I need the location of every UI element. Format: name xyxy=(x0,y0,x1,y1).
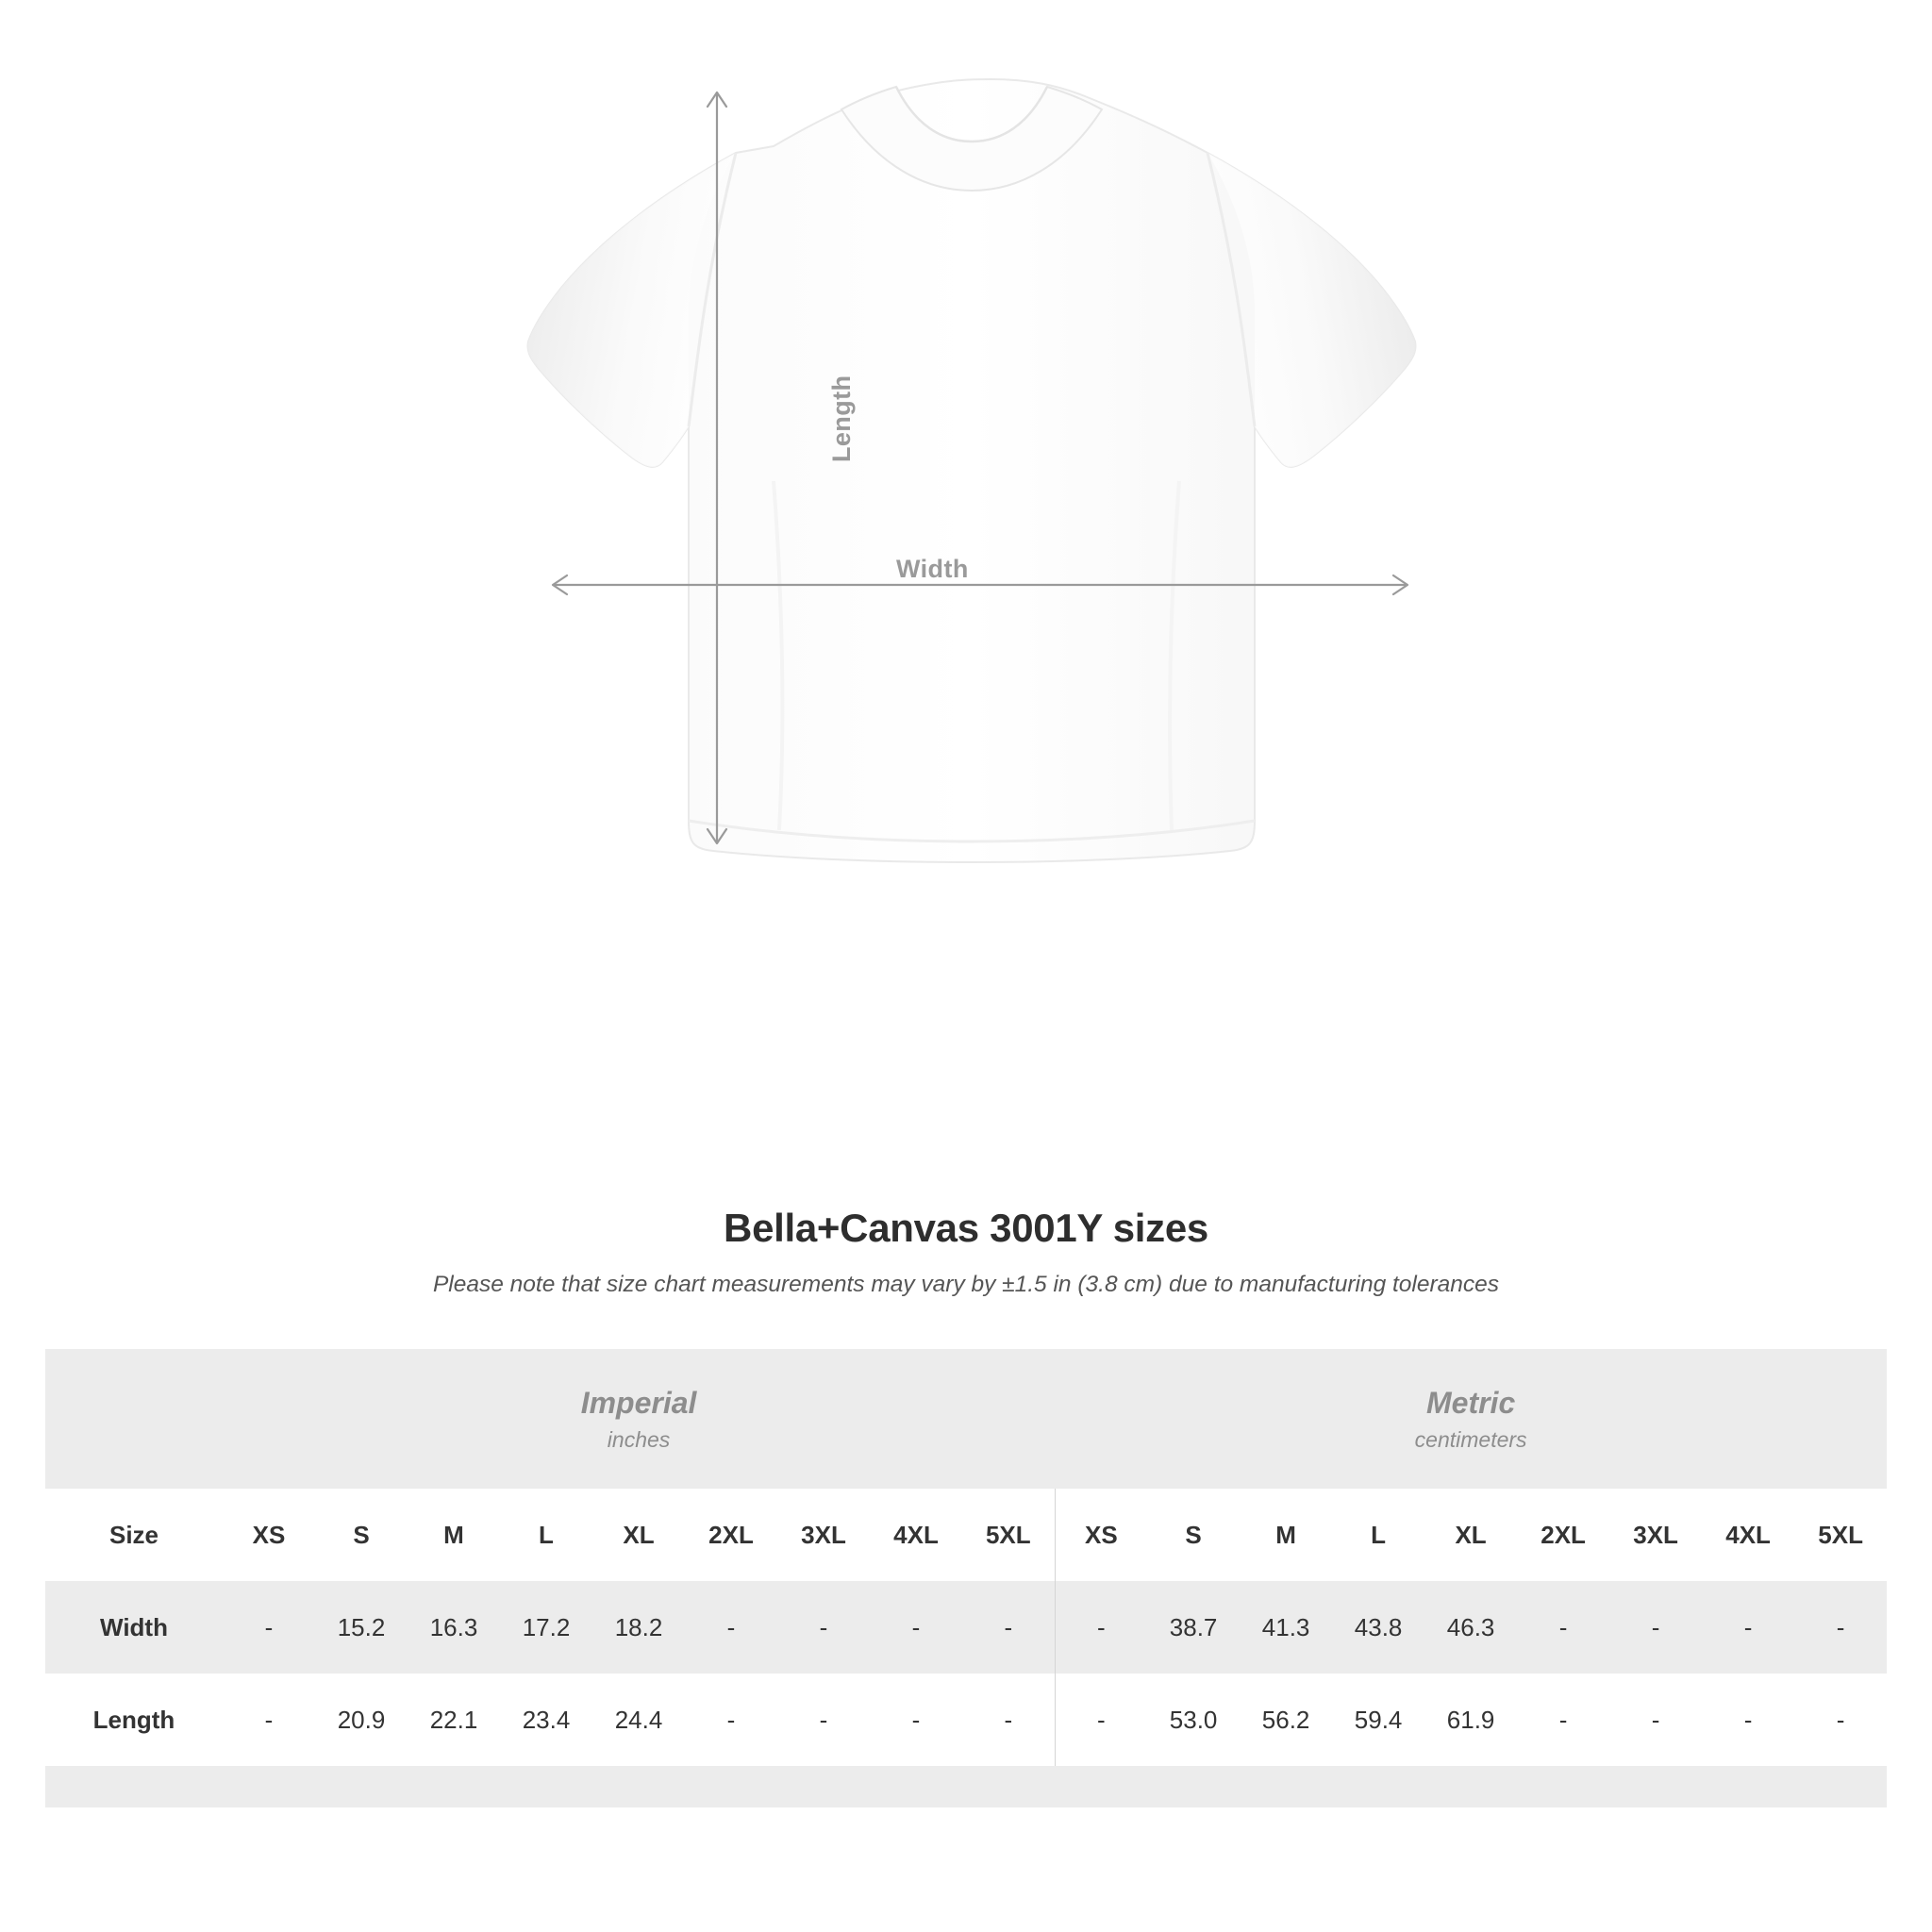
unit-header-row xyxy=(45,1349,1887,1489)
size-header-imperial-xl: XL xyxy=(592,1489,685,1581)
size-header-metric-l: L xyxy=(1332,1489,1424,1581)
length-metric-l: 59.4 xyxy=(1332,1674,1424,1766)
size-header-metric-xs: XS xyxy=(1055,1489,1147,1581)
width-imperial-xs: - xyxy=(223,1581,315,1674)
length-metric-5xl: - xyxy=(1794,1674,1887,1766)
unit-group-imperial-title: Imperial xyxy=(580,1386,697,1421)
size-header-imperial-5xl: 5XL xyxy=(962,1489,1055,1581)
width-metric-xs: - xyxy=(1055,1581,1147,1674)
width-dimension-label: Width xyxy=(896,555,969,583)
width-metric-3xl: - xyxy=(1609,1581,1702,1674)
size-header-imperial-xs: XS xyxy=(223,1489,315,1581)
size-header-imperial-m: M xyxy=(408,1489,500,1581)
width-metric-s: 38.7 xyxy=(1147,1581,1240,1674)
width-imperial-xl: 18.2 xyxy=(592,1581,685,1674)
size-header-imperial-4xl: 4XL xyxy=(870,1489,962,1581)
width-metric-5xl: - xyxy=(1794,1581,1887,1674)
width-metric-4xl: - xyxy=(1702,1581,1794,1674)
size-header-metric-4xl: 4XL xyxy=(1702,1489,1794,1581)
length-metric-s: 53.0 xyxy=(1147,1674,1240,1766)
size-header-imperial-3xl: 3XL xyxy=(777,1489,870,1581)
length-metric-xl: 61.9 xyxy=(1424,1674,1517,1766)
width-imperial-s: 15.2 xyxy=(315,1581,408,1674)
size-header-label: Size xyxy=(45,1489,223,1581)
length-imperial-s: 20.9 xyxy=(315,1674,408,1766)
tolerance-note: Please note that size chart measurements may vary by ±1.5 in (3.8 cm) due to manufacturing tolerances xyxy=(432,1272,1500,1297)
unit-group-metric-title: Metric xyxy=(1425,1386,1516,1421)
size-header-imperial-l: L xyxy=(500,1489,592,1581)
table-footer-cell xyxy=(45,1766,1887,1807)
width-imperial-5xl: - xyxy=(962,1581,1055,1674)
width-imperial-m: 16.3 xyxy=(408,1581,500,1674)
title-block xyxy=(0,1206,1932,1298)
length-metric-xs: - xyxy=(1055,1674,1147,1766)
width-imperial-3xl: - xyxy=(777,1581,870,1674)
width-imperial-2xl: - xyxy=(685,1581,777,1674)
width-imperial-l: 17.2 xyxy=(500,1581,592,1674)
size-header-row xyxy=(45,1489,1887,1581)
length-metric-3xl: - xyxy=(1609,1674,1702,1766)
width-metric-xl: 46.3 xyxy=(1424,1581,1517,1674)
width-metric-2xl: - xyxy=(1517,1581,1609,1674)
table-row xyxy=(45,1581,1887,1674)
length-imperial-l: 23.4 xyxy=(500,1674,592,1766)
length-imperial-xl: 24.4 xyxy=(592,1674,685,1766)
unit-group-imperial xyxy=(223,1349,1055,1489)
width-metric-m: 41.3 xyxy=(1240,1581,1332,1674)
row-label-width: Width xyxy=(45,1581,223,1674)
size-header-metric-m: M xyxy=(1240,1489,1332,1581)
width-metric-l: 43.8 xyxy=(1332,1581,1424,1674)
length-imperial-5xl: - xyxy=(962,1674,1055,1766)
tshirt-svg xyxy=(462,75,1481,1113)
length-metric-2xl: - xyxy=(1517,1674,1609,1766)
length-imperial-3xl: - xyxy=(777,1674,870,1766)
size-header-metric-5xl: 5XL xyxy=(1794,1489,1887,1581)
length-imperial-4xl: - xyxy=(870,1674,962,1766)
length-metric-m: 56.2 xyxy=(1240,1674,1332,1766)
length-imperial-xs: - xyxy=(223,1674,315,1766)
length-dimension-label: Length xyxy=(827,375,856,462)
size-header-imperial-2xl: 2XL xyxy=(685,1489,777,1581)
length-imperial-2xl: - xyxy=(685,1674,777,1766)
unit-group-metric xyxy=(1055,1349,1887,1489)
size-header-imperial-s: S xyxy=(315,1489,408,1581)
page-title: Bella+Canvas 3001Y sizes xyxy=(724,1206,1208,1250)
width-imperial-4xl: - xyxy=(870,1581,962,1674)
table-footer-strip xyxy=(45,1766,1887,1807)
size-header-metric-s: S xyxy=(1147,1489,1240,1581)
unit-group-metric-sub: centimeters xyxy=(1414,1426,1527,1452)
size-table-wrapper xyxy=(45,1349,1887,1807)
length-metric-4xl: - xyxy=(1702,1674,1794,1766)
unit-group-imperial-sub: inches xyxy=(607,1426,671,1452)
size-header-metric-xl: XL xyxy=(1424,1489,1517,1581)
unit-header-spacer xyxy=(45,1349,223,1489)
table-row xyxy=(45,1674,1887,1766)
size-header-metric-3xl: 3XL xyxy=(1609,1489,1702,1581)
size-table xyxy=(45,1349,1887,1807)
row-label-length: Length xyxy=(45,1674,223,1766)
size-header-metric-2xl: 2XL xyxy=(1517,1489,1609,1581)
length-imperial-m: 22.1 xyxy=(408,1674,500,1766)
